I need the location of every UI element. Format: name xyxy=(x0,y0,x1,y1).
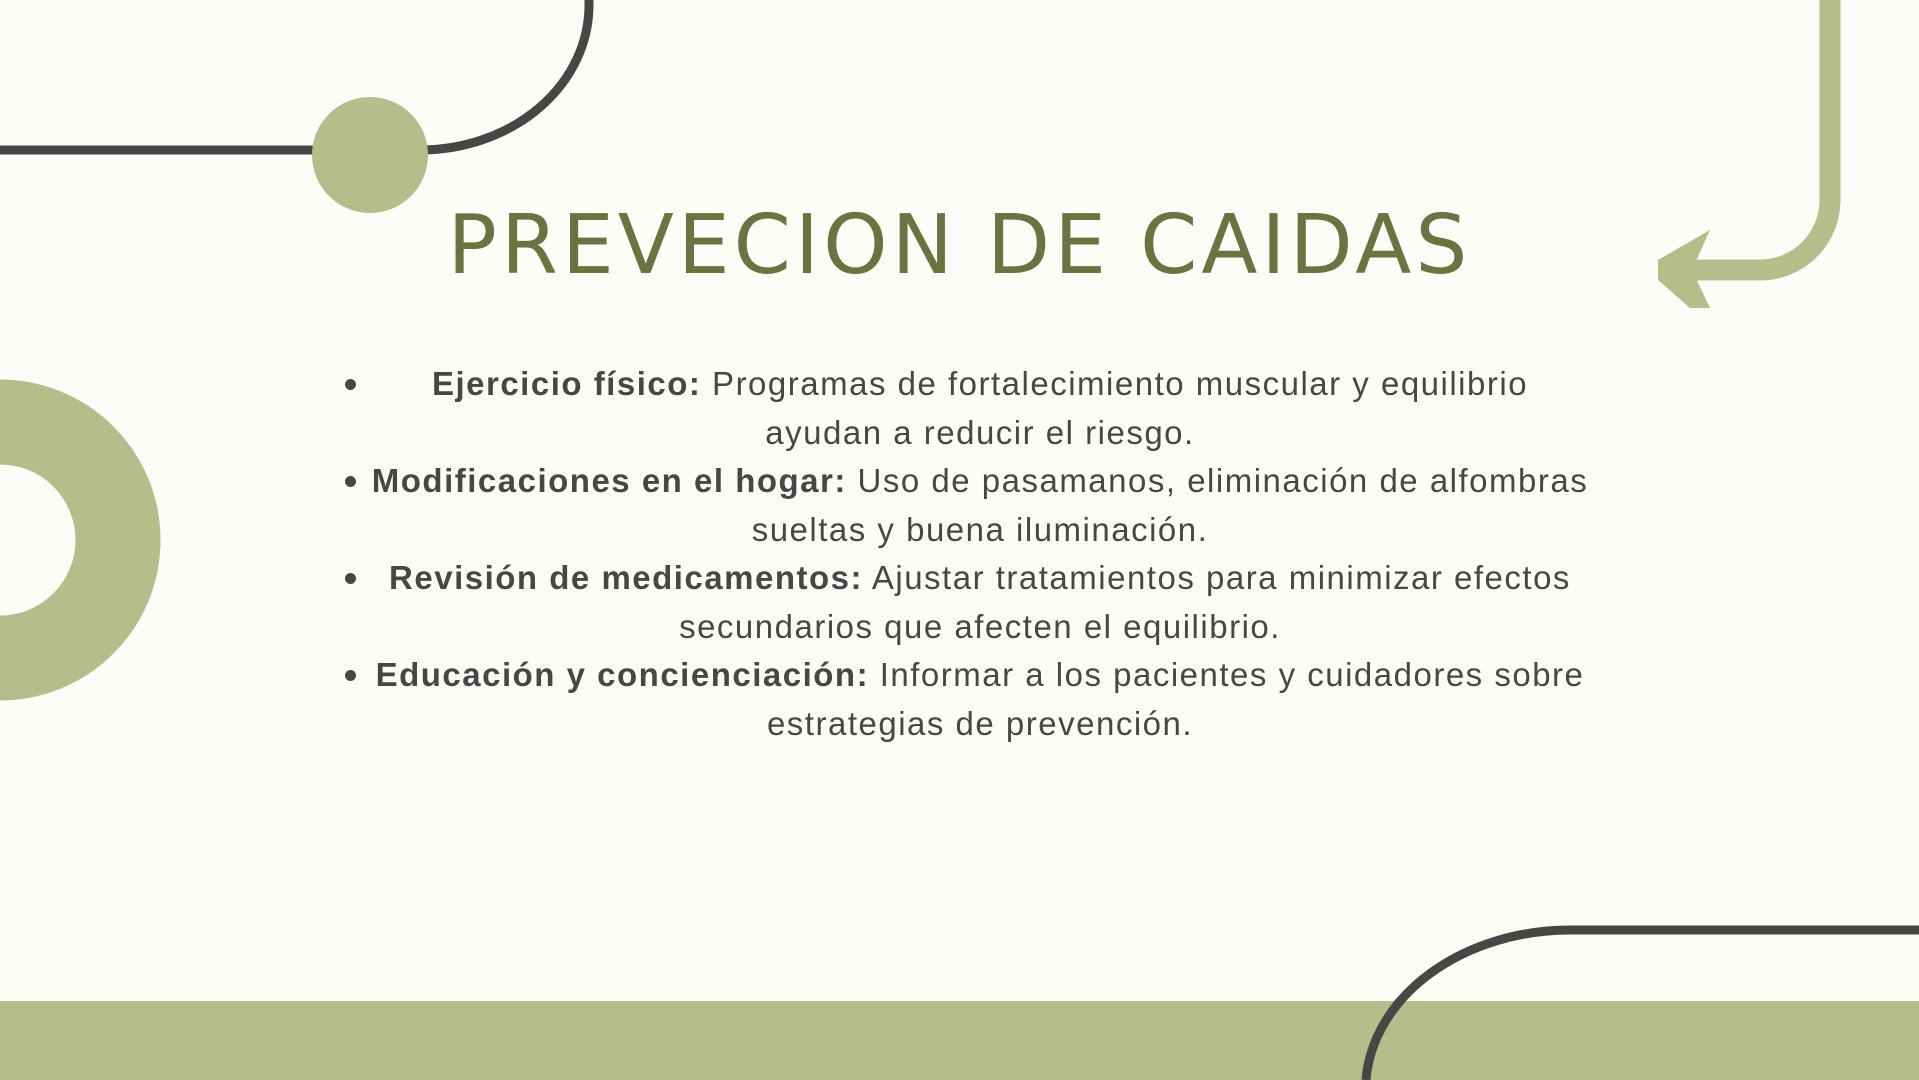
left-ring xyxy=(0,422,118,658)
top-left-circle xyxy=(312,97,428,213)
bullet-text: Ajustar tratamientos para minimizar efectos secundarios que afecten el equilibrio. xyxy=(679,559,1571,645)
bullet-text: Programas de fortalecimiento muscular y equilibrio ayudan a reducir el riesgo. xyxy=(701,365,1529,451)
top-left-curved-line xyxy=(0,0,589,150)
list-item xyxy=(330,554,1590,651)
bottom-band xyxy=(0,1001,1919,1080)
bullet-term: Revisión de medicamentos: xyxy=(389,559,864,596)
bullet-term: Modificaciones en el hogar: xyxy=(371,462,847,499)
slide-title: PREVECION DE CAIDAS xyxy=(447,198,1472,293)
bullet-icon xyxy=(345,670,356,681)
bullet-icon xyxy=(345,379,356,390)
bullet-text: Informar a los pacientes y cuidadores sobre estrategias de prevención. xyxy=(766,656,1585,742)
list-item xyxy=(330,651,1590,748)
bullet-icon xyxy=(345,573,356,584)
bullet-icon xyxy=(345,476,356,487)
bullet-text: Uso de pasamanos, eliminación de alfombras sueltas y buena iluminación. xyxy=(751,462,1589,548)
list-item xyxy=(330,360,1590,457)
list-item xyxy=(330,457,1590,554)
bullet-term: Ejercicio físico: xyxy=(431,365,702,402)
bullet-list xyxy=(330,360,1590,748)
bullet-term: Educación y concienciación: xyxy=(375,656,870,693)
